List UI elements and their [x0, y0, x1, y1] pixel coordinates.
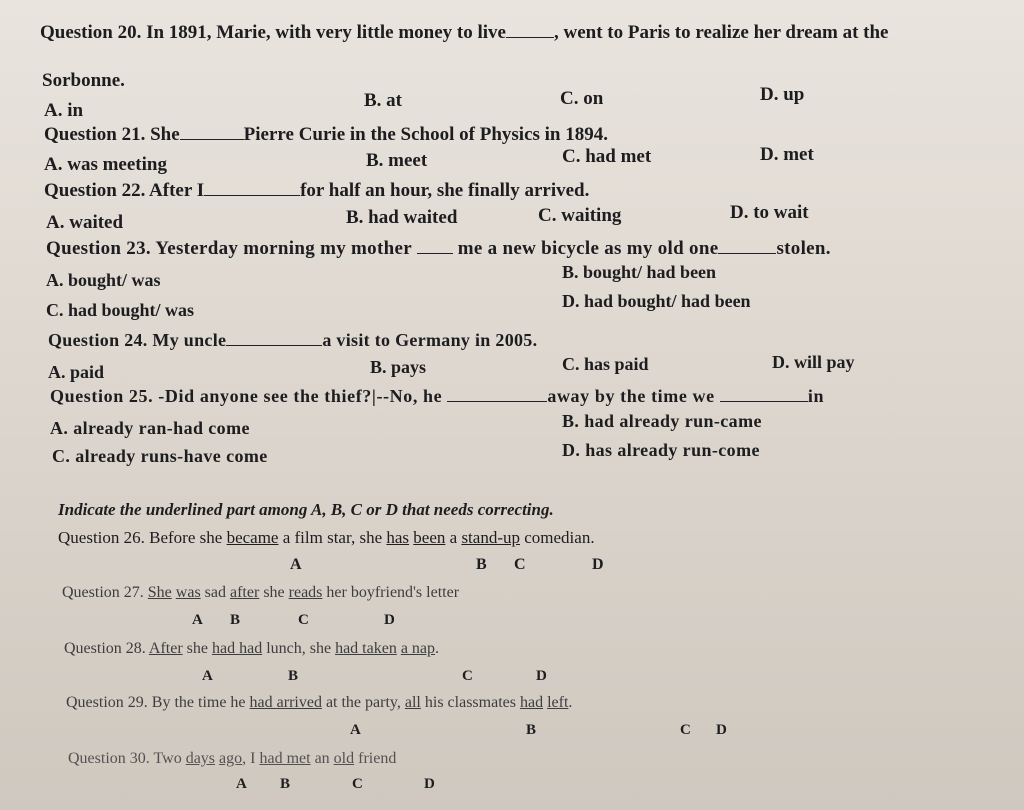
sentence-text: his classmates [420, 694, 520, 711]
letter-c: C [462, 668, 473, 684]
question-20-suffix: , went to Paris to realize her dream at the [553, 22, 889, 43]
underlined-part-b: all [404, 694, 421, 711]
letter-d: D [384, 612, 395, 628]
letter-b: B [288, 668, 299, 684]
question-22-option-b: B. had waited [346, 207, 458, 228]
sentence-text: a film star, she [278, 528, 387, 547]
answer-blank [226, 344, 322, 346]
question-24-stem [48, 330, 537, 351]
question-22-option-d: D. to wait [730, 202, 809, 223]
sentence-text: comedian. [519, 528, 595, 547]
question-21-option-d: D. met [760, 144, 814, 165]
question-26-sentence [58, 528, 595, 548]
underlined-part-c: after [230, 584, 260, 601]
letter-d: D [716, 722, 727, 738]
sentence-text: Question 26. Before she [58, 528, 227, 547]
question-22-stem [44, 180, 589, 202]
letter-c: C [680, 722, 691, 738]
letter-d: D [536, 668, 547, 684]
letter-b: B [526, 722, 537, 738]
question-30-sentence [68, 750, 396, 768]
question-22-prefix: Question 22. After I [44, 180, 205, 201]
underlined-part-c: had [519, 694, 544, 711]
underlined-part-d: reads [288, 584, 323, 601]
question-23-option-c: C. had bought/ was [46, 300, 195, 320]
question-22-option-a: A. waited [46, 212, 124, 233]
letter-d: D [592, 556, 604, 573]
letter-a: A [236, 776, 247, 792]
answer-blank [204, 194, 300, 196]
question-22-option-c: C. waiting [538, 205, 622, 226]
question-25-mid: away by the time we [547, 386, 715, 406]
answer-blank [720, 400, 808, 402]
question-23-stem [46, 238, 831, 260]
question-23-option-d: D. had bought/ had been [562, 291, 751, 311]
question-23-option-b: B. bought/ had been [562, 262, 717, 282]
question-24-option-d: D. will pay [772, 352, 855, 372]
letter-a: A [350, 722, 361, 738]
letter-a: A [290, 556, 302, 573]
question-20-option-d: D. up [760, 84, 805, 105]
letter-c: C [352, 776, 363, 792]
underlined-part-b: was [175, 584, 201, 601]
underlined-part-a: became [226, 528, 279, 547]
question-24-option-b: B. pays [370, 357, 427, 377]
question-25-option-a: A. already ran-had come [50, 418, 250, 438]
underlined-part-d: stand-up [461, 528, 520, 547]
letter-c: C [514, 556, 526, 573]
underlined-part-a: had arrived [249, 694, 322, 711]
question-21-option-a: A. was meeting [44, 154, 167, 175]
question-22-suffix: for half an hour, she finally arrived. [300, 180, 590, 201]
section-instruction: Indicate the underlined part among A, B, C or D that needs correcting. [58, 500, 554, 519]
underlined-part-a: After [148, 640, 183, 657]
letter-c: C [298, 612, 309, 628]
letter-d: D [424, 776, 435, 792]
answer-blank [180, 138, 244, 140]
answer-blank [447, 400, 547, 402]
underlined-part-c: had met [259, 750, 311, 767]
question-20-option-b: B. at [364, 90, 402, 111]
sentence-text: an [310, 750, 334, 767]
question-25-option-c: C. already runs-have come [52, 446, 268, 466]
question-25-stem [50, 386, 824, 407]
question-24-option-c: C. has paid [562, 354, 649, 374]
sentence-text: she [182, 640, 212, 657]
letter-b: B [230, 612, 241, 628]
sentence-text: friend [354, 750, 397, 767]
question-21-stem [44, 124, 608, 146]
sentence-text: , I [242, 750, 260, 767]
letter-b: B [476, 556, 487, 573]
sentence-text: at the party, [321, 694, 405, 711]
question-24-option-a: A. paid [48, 362, 105, 382]
underlined-part-a: She [147, 584, 172, 601]
letter-a: A [192, 612, 203, 628]
question-23-suffix: stolen. [776, 238, 831, 259]
underlined-part-b: had had [211, 640, 263, 657]
question-21-prefix: Question 21. She [44, 124, 180, 145]
question-23-prefix: Question 23. Yesterday morning my mother [46, 238, 412, 259]
question-20-stem-line2: Sorbonne. [42, 70, 125, 91]
question-23-option-a: A. bought/ was [46, 270, 161, 290]
letter-b: B [280, 776, 291, 792]
sentence-text: sad [200, 584, 230, 601]
question-21-option-c: C. had met [562, 146, 652, 167]
sentence-text: . [568, 694, 573, 711]
answer-blank [718, 252, 776, 254]
question-20-prefix: Question 20. In 1891, Marie, with very little money to live [40, 22, 506, 43]
sentence-text: Question 29. By the time he [66, 694, 250, 711]
sentence-text: Question 30. Two [68, 750, 186, 767]
sentence-text: . [435, 640, 440, 657]
underlined-part-a: days [185, 750, 216, 767]
sentence-text: lunch, she [262, 640, 336, 657]
underlined-part-d: left [547, 694, 569, 711]
underlined-part-d: a nap [400, 640, 436, 657]
letter-a: A [202, 668, 213, 684]
question-29-sentence [66, 694, 572, 712]
answer-blank [417, 252, 453, 254]
question-24-prefix: Question 24. My uncle [48, 330, 227, 350]
question-28-sentence [64, 640, 439, 658]
sentence-text: Question 28. [64, 640, 149, 657]
sentence-text: a [445, 528, 462, 547]
question-20-option-c: C. on [560, 88, 604, 109]
underlined-part-c: had taken [335, 640, 397, 657]
sentence-text: Question 27. [62, 584, 148, 601]
question-21-suffix: Pierre Curie in the School of Physics in 1894. [243, 124, 608, 145]
question-25-option-b: B. had already run-came [562, 411, 762, 431]
question-21-option-b: B. meet [366, 150, 428, 171]
underlined-part-d: old [333, 750, 355, 767]
question-25-prefix: Question 25. -Did anyone see the thief?|--No, he [50, 386, 443, 406]
underlined-part-b: has [386, 528, 410, 547]
underlined-part-c: been [413, 528, 446, 547]
question-20-option-a: A. in [44, 100, 84, 121]
question-25-option-d: D. has already run-come [562, 440, 760, 460]
answer-blank [506, 36, 554, 38]
question-20-stem [40, 22, 889, 44]
question-25-suffix: in [807, 386, 825, 406]
question-24-suffix: a visit to Germany in 2005. [322, 330, 538, 350]
question-27-sentence [62, 584, 459, 602]
sentence-text: she [259, 584, 289, 601]
question-23-mid: me a new bicycle as my old one [457, 238, 719, 259]
underlined-part-b: ago [219, 750, 243, 767]
sentence-text: her boyfriend's letter [322, 584, 460, 601]
